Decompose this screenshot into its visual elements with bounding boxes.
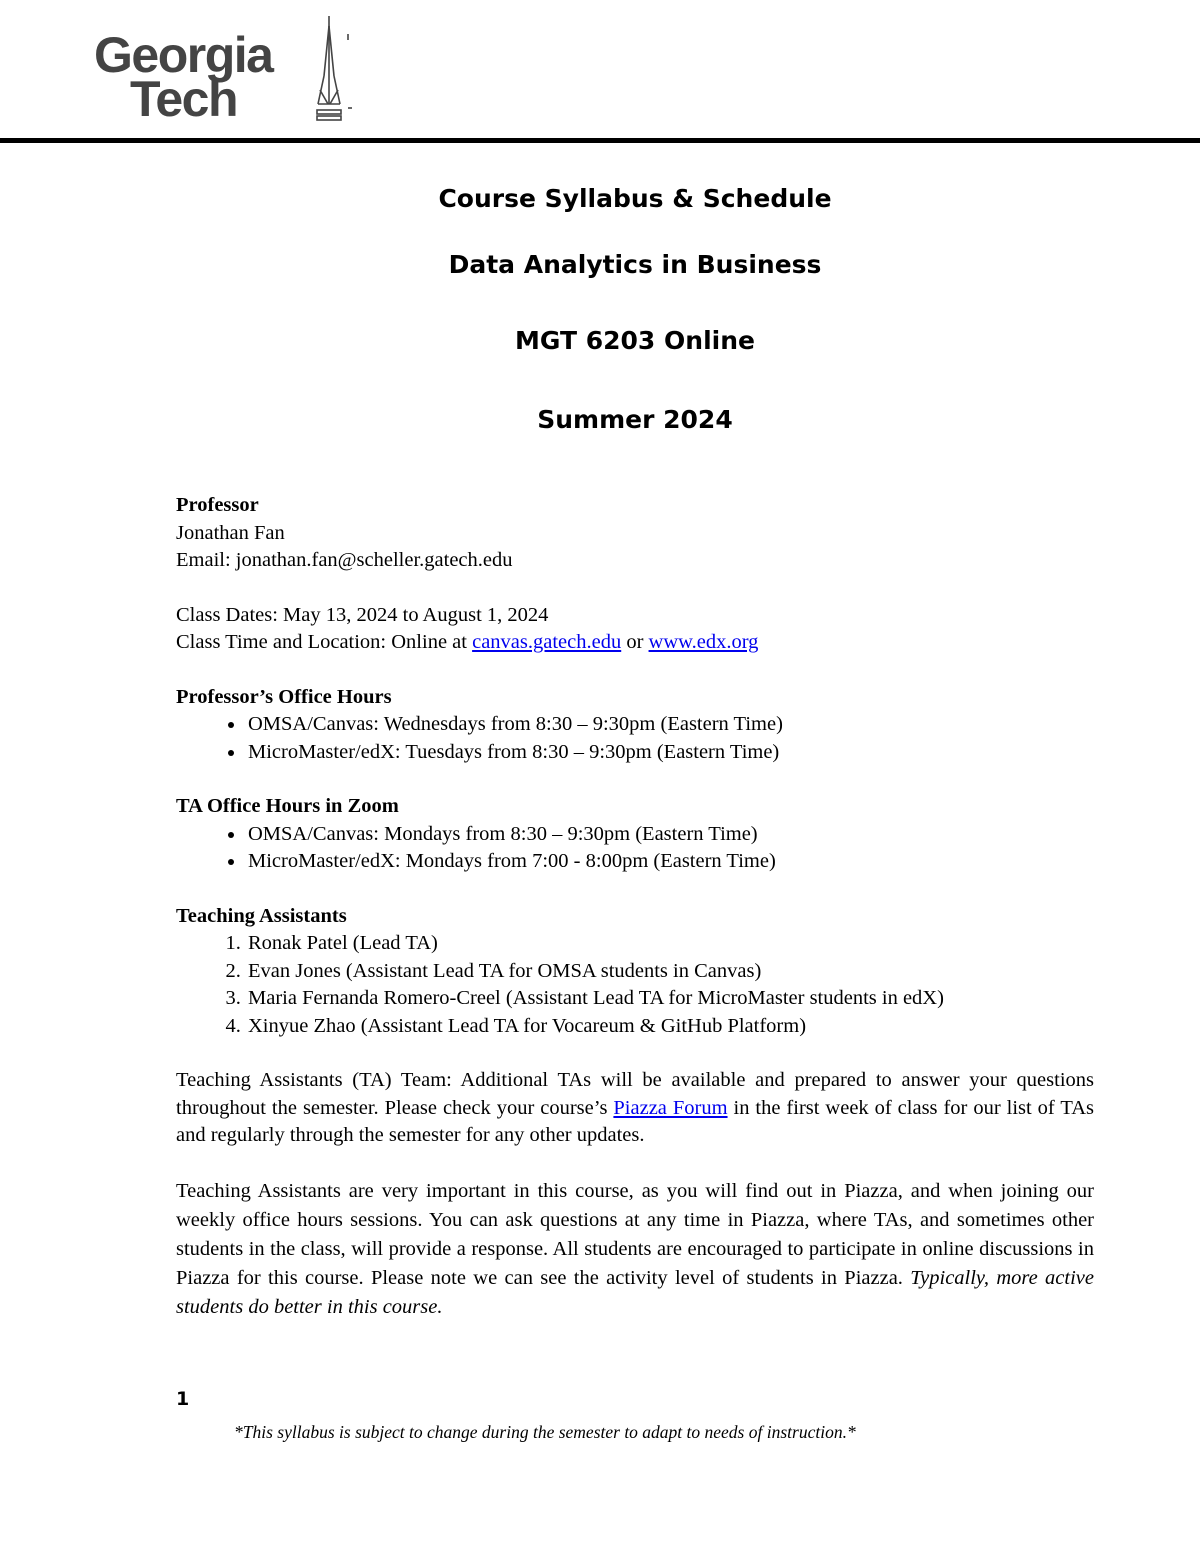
list-item: 3. Maria Fernanda Romero-Creel (Assistant Lead TA for MicroMaster students in edX) <box>246 985 1094 1013</box>
title-course-name: Data Analytics in Business <box>448 250 822 279</box>
edx-link[interactable]: www.edx.org <box>648 631 759 653</box>
ta-team-text-end: in the first week of class for our list of TAs and regularly through the semester for any other updates. <box>176 1096 1095 1146</box>
professor-email: Email: jonathan.fan@scheller.gatech.edu <box>176 549 513 571</box>
professor-office-hours-heading: Professor’s Office Hours <box>176 685 392 708</box>
list-item: • OMSA/Canvas: Mondays from 8:30 – 9:30pm (Eastern Time) <box>246 821 1094 849</box>
tech-tower-icon <box>304 16 364 128</box>
professor-name: Jonathan Fan <box>176 521 285 544</box>
list-item: • MicroMaster/edX: Mondays from 7:00 - 8:00pm (Eastern Time) <box>246 848 1094 876</box>
list-item: 2. Evan Jones (Assistant Lead TA for OMSA students in Canvas) <box>246 958 1094 986</box>
professor-heading: Professor <box>176 494 259 516</box>
georgia-tech-logo <box>94 16 364 128</box>
teaching-assistants-heading: Teaching Assistants <box>176 904 347 927</box>
class-dates: Class Dates: May 13, 2024 to August 1, 2024 <box>176 603 549 626</box>
title-term: Summer 2024 <box>537 405 733 434</box>
class-time-location-label: Class Time and Location: Online at <box>176 631 473 653</box>
professor-office-hours-list <box>176 711 1094 766</box>
class-time-location <box>176 629 1094 657</box>
footer-note: *This syllabus is subject to change during the semester to adapt to needs of instruction.* <box>234 1422 856 1442</box>
list-item: 1. Ronak Patel (Lead TA) <box>246 930 1094 958</box>
list-item: • MicroMaster/edX: Tuesdays from 8:30 – 9:30pm (Eastern Time) <box>246 739 1094 767</box>
syllabus-body <box>176 492 1094 1322</box>
canvas-link[interactable]: canvas.gatech.edu <box>472 631 622 653</box>
or-text: or <box>621 631 649 653</box>
header-divider <box>0 138 1200 143</box>
title-course-syllabus: Course Syllabus & Schedule <box>438 184 832 213</box>
list-item: • OMSA/Canvas: Wednesdays from 8:30 – 9:30pm (Eastern Time) <box>246 711 1094 739</box>
logo-word-georgia: Georgia <box>94 27 273 83</box>
logo-word-tech: Tech <box>130 71 237 127</box>
piazza-forum-link[interactable]: Piazza Forum <box>613 1096 728 1119</box>
page-number: 1 <box>176 1388 190 1410</box>
list-item: 4. Xinyue Zhao (Assistant Lead TA for Vocareum & GitHub Platform) <box>246 1013 1094 1041</box>
ta-team-text-start: Teaching Assistants (TA) Team: Additional TAs will be available and prepared to answer your questions throughout the semester. Please check your course’s <box>176 1069 1094 1119</box>
ta-importance-text: Teaching Assistants are very important in this course, as you will find out in Piazza, and when joining our weekly office hours sessions. You can ask questions at any time in Piazza, where TAs, and sometimes other students in the class, will provide a response. All students are encouraged to participate in online discussions in Piazza for this course. Please note we can see the activity level of students in Piazza. <box>176 1179 1094 1289</box>
ta-importance-paragraph <box>176 1177 1094 1322</box>
ta-office-hours-heading: TA Office Hours in Zoom <box>176 795 399 817</box>
teaching-assistants-list <box>176 930 1094 1040</box>
ta-office-hours-list <box>176 821 1094 876</box>
ta-importance-emphasis: Typically, more active students do better in this course. <box>176 1266 1094 1318</box>
title-course-code: MGT 6203 Online <box>515 326 755 355</box>
page-header <box>0 0 1200 146</box>
ta-team-paragraph <box>176 1067 1094 1150</box>
